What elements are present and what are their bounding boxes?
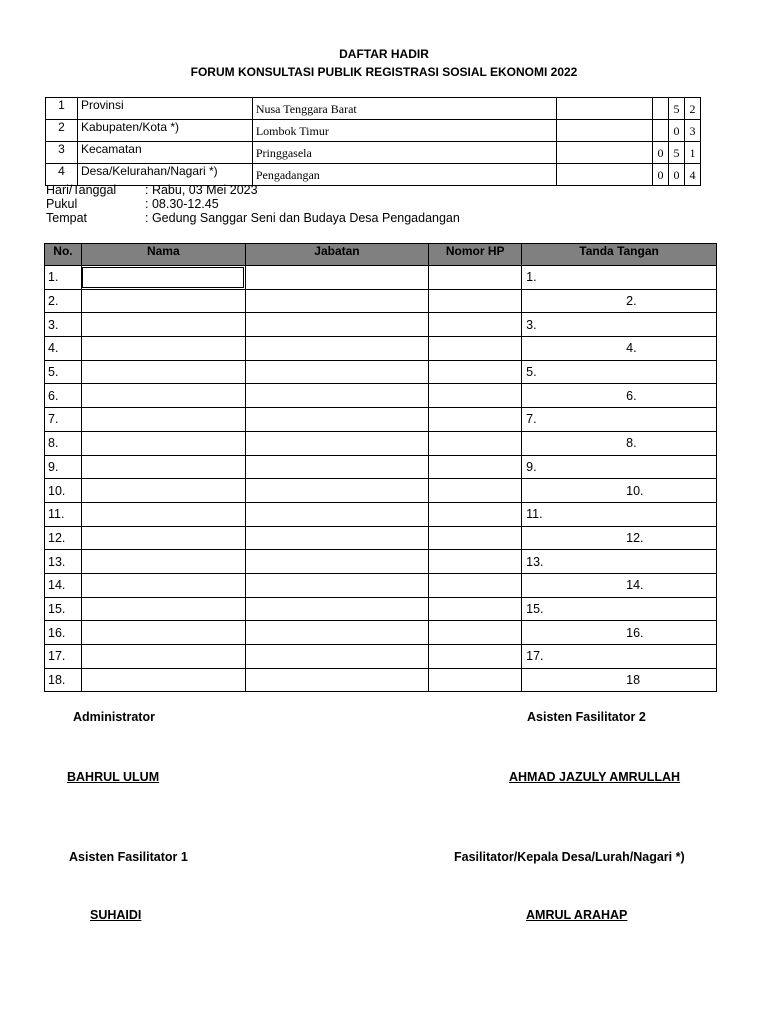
tanda-tangan-cell[interactable]: 8. — [522, 431, 717, 455]
tanda-tangan-cell[interactable]: 5. — [522, 360, 717, 384]
attendance-row — [45, 431, 717, 455]
nomor-hp-cell[interactable] — [429, 360, 522, 384]
tanda-tangan-cell[interactable]: 12. — [522, 526, 717, 550]
attendance-number: 12. — [45, 526, 82, 550]
attendance-row — [45, 621, 717, 645]
nama-cell[interactable] — [81, 621, 245, 645]
info-place-value: : Gedung Sanggar Seni dan Budaya Desa Pengadangan — [145, 211, 460, 225]
info-date-value: : Rabu, 03 Mei 2023 — [145, 183, 258, 197]
location-code-cell — [557, 142, 653, 164]
attendance-number: 7. — [45, 408, 82, 432]
tanda-tangan-cell[interactable]: 2. — [522, 289, 717, 313]
location-row — [46, 142, 717, 164]
location-row — [46, 120, 717, 142]
attendance-row — [45, 502, 717, 526]
attendance-row — [45, 289, 717, 313]
attendance-row — [45, 573, 717, 597]
attendance-number: 13. — [45, 550, 82, 574]
attendance-number: 4. — [45, 337, 82, 361]
attendance-number: 3. — [45, 313, 82, 337]
info-time-label: Pukul — [46, 197, 78, 211]
jabatan-cell[interactable] — [245, 597, 429, 621]
location-label: Desa/Kelurahan/Nagari *) — [77, 164, 252, 186]
attendance-row — [45, 645, 717, 669]
attendance-number: 15. — [45, 597, 82, 621]
location-number: 2 — [46, 120, 78, 142]
location-code-cell — [557, 98, 653, 120]
tanda-tangan-cell[interactable]: 7. — [522, 408, 717, 432]
tanda-tangan-cell[interactable]: 13. — [522, 550, 717, 574]
jabatan-cell[interactable] — [245, 550, 429, 574]
jabatan-cell[interactable] — [245, 479, 429, 503]
location-code-cell: 0 — [669, 164, 685, 186]
nama-cell[interactable] — [81, 337, 245, 361]
tanda-tangan-cell[interactable]: 18 — [522, 668, 717, 692]
tanda-tangan-cell[interactable]: 14. — [522, 573, 717, 597]
location-code-cell: 0 — [653, 142, 669, 164]
attendance-number: 5. — [45, 360, 82, 384]
nama-cell[interactable] — [81, 313, 245, 337]
fasilitator-name: AMRUL ARAHAP — [526, 908, 628, 922]
attendance-number: 17. — [45, 645, 82, 669]
jabatan-cell[interactable] — [245, 455, 429, 479]
jabatan-cell[interactable] — [245, 502, 429, 526]
attendance-number: 8. — [45, 431, 82, 455]
location-code-cell — [653, 98, 669, 120]
nama-cell[interactable] — [81, 597, 245, 621]
nomor-hp-cell[interactable] — [429, 668, 522, 692]
nomor-hp-cell[interactable] — [429, 597, 522, 621]
location-code-cell: 5 — [669, 142, 685, 164]
nomor-hp-cell[interactable] — [429, 337, 522, 361]
tanda-tangan-cell[interactable]: 9. — [522, 455, 717, 479]
asisten-fasilitator-1-name: SUHAIDI — [90, 908, 142, 922]
location-code-cell: 0 — [653, 164, 669, 186]
location-table — [45, 97, 717, 186]
attendance-row — [45, 526, 717, 550]
nama-cell[interactable] — [81, 502, 245, 526]
jabatan-cell[interactable] — [245, 360, 429, 384]
jabatan-cell[interactable] — [245, 573, 429, 597]
nama-cell[interactable] — [81, 526, 245, 550]
nomor-hp-cell[interactable] — [429, 266, 522, 290]
nomor-hp-cell[interactable] — [429, 526, 522, 550]
nama-cell[interactable] — [81, 360, 245, 384]
attendance-row — [45, 360, 717, 384]
attendance-row — [45, 408, 717, 432]
nama-cell[interactable] — [81, 431, 245, 455]
attendance-number: 6. — [45, 384, 82, 408]
info-time — [46, 198, 219, 211]
info-place — [46, 212, 460, 225]
attendance-number: 1. — [45, 266, 82, 290]
location-code-cell: 1 — [685, 142, 701, 164]
col-header-jabatan: Jabatan — [245, 244, 429, 266]
nama-cell[interactable] — [81, 289, 245, 313]
col-header-tanda-tangan: Tanda Tangan — [522, 244, 717, 266]
location-code-cell: 0 — [669, 120, 685, 142]
asisten-fasilitator-2-role: Asisten Fasilitator 2 — [527, 710, 646, 724]
attendance-number: 11. — [45, 502, 82, 526]
nama-cell[interactable] — [81, 266, 245, 290]
nomor-hp-cell[interactable] — [429, 384, 522, 408]
info-time-value: : 08.30-12.45 — [145, 197, 219, 211]
location-value: Pengadangan — [252, 164, 556, 186]
col-header-nama: Nama — [81, 244, 245, 266]
location-code-cell: 3 — [685, 120, 701, 142]
col-header-no: No. — [45, 244, 82, 266]
jabatan-cell[interactable] — [245, 668, 429, 692]
document-subtitle: FORUM KONSULTASI PUBLIK REGISTRASI SOSIAL EKONOMI 2022 — [190, 65, 578, 79]
attendance-row — [45, 550, 717, 574]
jabatan-cell[interactable] — [245, 337, 429, 361]
jabatan-cell[interactable] — [245, 313, 429, 337]
nama-cell[interactable] — [81, 668, 245, 692]
attendance-number: 10. — [45, 479, 82, 503]
location-number: 3 — [46, 142, 78, 164]
nama-cell[interactable] — [81, 384, 245, 408]
location-code-cell: 4 — [685, 164, 701, 186]
tanda-tangan-cell[interactable]: 17. — [522, 645, 717, 669]
attendance-row — [45, 479, 717, 503]
nomor-hp-cell[interactable] — [429, 479, 522, 503]
jabatan-cell[interactable] — [245, 526, 429, 550]
nama-cell[interactable] — [81, 550, 245, 574]
nama-cell[interactable] — [81, 573, 245, 597]
jabatan-cell[interactable] — [245, 289, 429, 313]
attendance-number: 18. — [45, 668, 82, 692]
nama-cell[interactable] — [81, 455, 245, 479]
tanda-tangan-cell[interactable]: 1. — [522, 266, 717, 290]
attendance-number: 9. — [45, 455, 82, 479]
nomor-hp-cell[interactable] — [429, 573, 522, 597]
tanda-tangan-cell[interactable]: 15. — [522, 597, 717, 621]
nomor-hp-cell[interactable] — [429, 408, 522, 432]
nomor-hp-cell[interactable] — [429, 621, 522, 645]
info-date — [46, 184, 258, 197]
attendance-number: 16. — [45, 621, 82, 645]
fasilitator-role: Fasilitator/Kepala Desa/Lurah/Nagari *) — [454, 850, 685, 864]
attendance-row — [45, 337, 717, 361]
attendance-table — [44, 243, 717, 692]
attendance-row — [45, 597, 717, 621]
attendance-row — [45, 668, 717, 692]
tanda-tangan-cell[interactable]: 6. — [522, 384, 717, 408]
info-place-label: Tempat — [46, 211, 87, 225]
tanda-tangan-cell[interactable]: 11. — [522, 502, 717, 526]
jabatan-cell[interactable] — [245, 408, 429, 432]
location-label: Kecamatan — [77, 142, 252, 164]
attendance-number: 14. — [45, 573, 82, 597]
tanda-tangan-cell[interactable]: 3. — [522, 313, 717, 337]
jabatan-cell[interactable] — [245, 266, 429, 290]
info-date-label: Hari/Tanggal — [46, 183, 117, 197]
location-value: Pringgasela — [252, 142, 556, 164]
nomor-hp-cell[interactable] — [429, 502, 522, 526]
tanda-tangan-cell[interactable]: 10. — [522, 479, 717, 503]
location-value: Nusa Tenggara Barat — [252, 98, 556, 120]
nomor-hp-cell[interactable] — [429, 455, 522, 479]
nomor-hp-cell[interactable] — [429, 289, 522, 313]
nomor-hp-cell[interactable] — [429, 550, 522, 574]
administrator-role: Administrator — [73, 710, 155, 724]
tanda-tangan-cell[interactable]: 4. — [522, 337, 717, 361]
nomor-hp-cell[interactable] — [429, 431, 522, 455]
attendance-row — [45, 266, 717, 290]
jabatan-cell[interactable] — [245, 384, 429, 408]
location-code-cell — [557, 120, 653, 142]
location-code-cell — [653, 120, 669, 142]
nama-cell[interactable] — [81, 645, 245, 669]
attendance-row — [45, 455, 717, 479]
jabatan-cell[interactable] — [245, 621, 429, 645]
location-code-cell: 2 — [685, 98, 701, 120]
nama-cell[interactable] — [81, 479, 245, 503]
attendance-number: 2. — [45, 289, 82, 313]
asisten-fasilitator-1-role: Asisten Fasilitator 1 — [69, 850, 188, 864]
nomor-hp-cell[interactable] — [429, 313, 522, 337]
location-number: 1 — [46, 98, 78, 120]
nama-cell[interactable] — [81, 408, 245, 432]
document-title: DAFTAR HADIR — [339, 47, 429, 61]
location-number: 4 — [46, 164, 78, 186]
col-header-nomor-hp: Nomor HP — [429, 244, 522, 266]
location-row — [46, 98, 717, 120]
location-code-cell: 5 — [669, 98, 685, 120]
jabatan-cell[interactable] — [245, 431, 429, 455]
administrator-name: BAHRUL ULUM — [67, 770, 160, 784]
location-label: Provinsi — [77, 98, 252, 120]
jabatan-cell[interactable] — [245, 645, 429, 669]
tanda-tangan-cell[interactable]: 16. — [522, 621, 717, 645]
attendance-row — [45, 313, 717, 337]
attendance-row — [45, 384, 717, 408]
nomor-hp-cell[interactable] — [429, 645, 522, 669]
location-label: Kabupaten/Kota *) — [77, 120, 252, 142]
location-value: Lombok Timur — [252, 120, 556, 142]
location-code-cell — [557, 164, 653, 186]
asisten-fasilitator-2-name: AHMAD JAZULY AMRULLAH — [509, 770, 681, 784]
